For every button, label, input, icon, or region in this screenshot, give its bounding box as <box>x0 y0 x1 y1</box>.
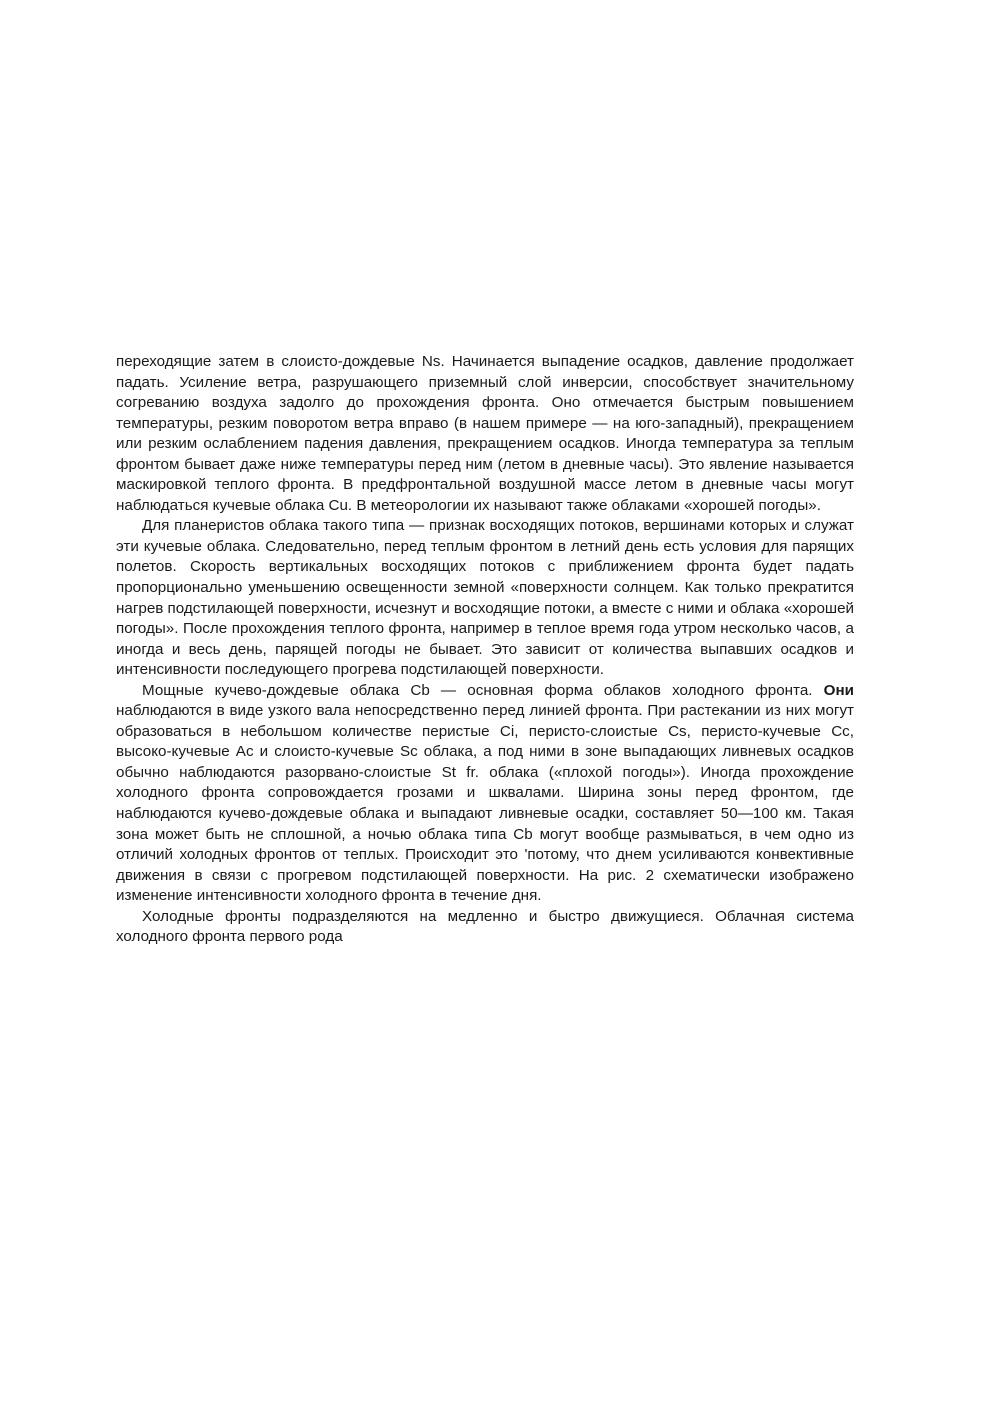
paragraph-3-text-a: Мощные кучево-дождевые облака Cb — основная форма облаков холодного фронта. <box>142 681 824 699</box>
paragraph-4: Холодные фронты подразделяются на медленно и быстро движущиеся. Облачная система холодного фронта первого рода <box>116 907 854 946</box>
paragraph-2: Для планеристов облака такого типа — признак восходящих потоков, вершинами которых и служат эти кучевые облака. Следовательно, перед теплым фронтом в летний день есть условия для парящих полетов. Скорость вертикальных восходящих потоков с приближением фронта будет падать пропорционально уменьшению освещенности земной «поверхности солнцем. Как только прекратится нагрев подстилающей поверхности, исчезнут и восходящие потоки, а вместе с ними и облака «хорошей погоды». После прохождения теплого фронта, например в теплое время года утром несколько часов, а иногда и весь день, парящей погоды не бывает. Это зависит от количества выпавших осадков и интенсивности последующего прогрева подстилающей поверхности. <box>116 517 855 679</box>
paragraph-3-text-b: наблюдаются в виде узкого вала непосредственно перед линией фронта. При растекании из них могут образоваться в небольшом количестве перистые Ci, перисто-слоистые Cs, перисто-кучевые Cc, высоко-кучевые Ac и слоисто-кучевые Sc облака, а под ними в зоне выпадающих ливневых осадков обычно наблюдаются разорвано-слоистые St fr. облака («плохой погоды»). Иногда прохождение холодного фронта сопровождается грозами и шквалами. Ширина зоны перед фронтом, где наблюдаются кучево-дождевые облака и выпадают ливневые осадки, составляет 50—100 км. Такая зона может быть не сплошной, а ночью облака типа Cb могут вообще размываться, в чем одно из отличий холодных фронтов от теплых. Происходит это 'потому, что днем усиливаются конвективные движения в связи с прогревом подстилающей поверхности. На рис. 2 схематически изображено изменение интенсивности холодного фронта в течение дня. <box>116 702 855 905</box>
paragraph-3 <box>116 681 854 907</box>
document-page <box>116 352 854 948</box>
paragraph-1: переходящие затем в слоисто-дождевые Ns. Начинается выпадение осадков, давление продолжает падать. Усиление ветра, разрушающего приземный слой инверсии, способствует значительному согреванию воздуха задолго до прохождения фронта. Оно отмечается быстрым повышением температуры, резким поворотом ветра вправо (в нашем примере — на юго-западный), прекращением или резким ослаблением падения давления, прекращением осадков. Иногда температура за теплым фронтом бывает даже ниже температуры перед ним (летом в дневные часы). Это явление называется маскировкой теплого фронта. В предфронтальной воздушной массе летом в дневные часы могут наблюдаться кучевые облака Cu. В метеорологии их называют также облаками «хорошей погоды». <box>116 353 854 514</box>
paragraph-3-bold-word: Они <box>823 681 854 699</box>
